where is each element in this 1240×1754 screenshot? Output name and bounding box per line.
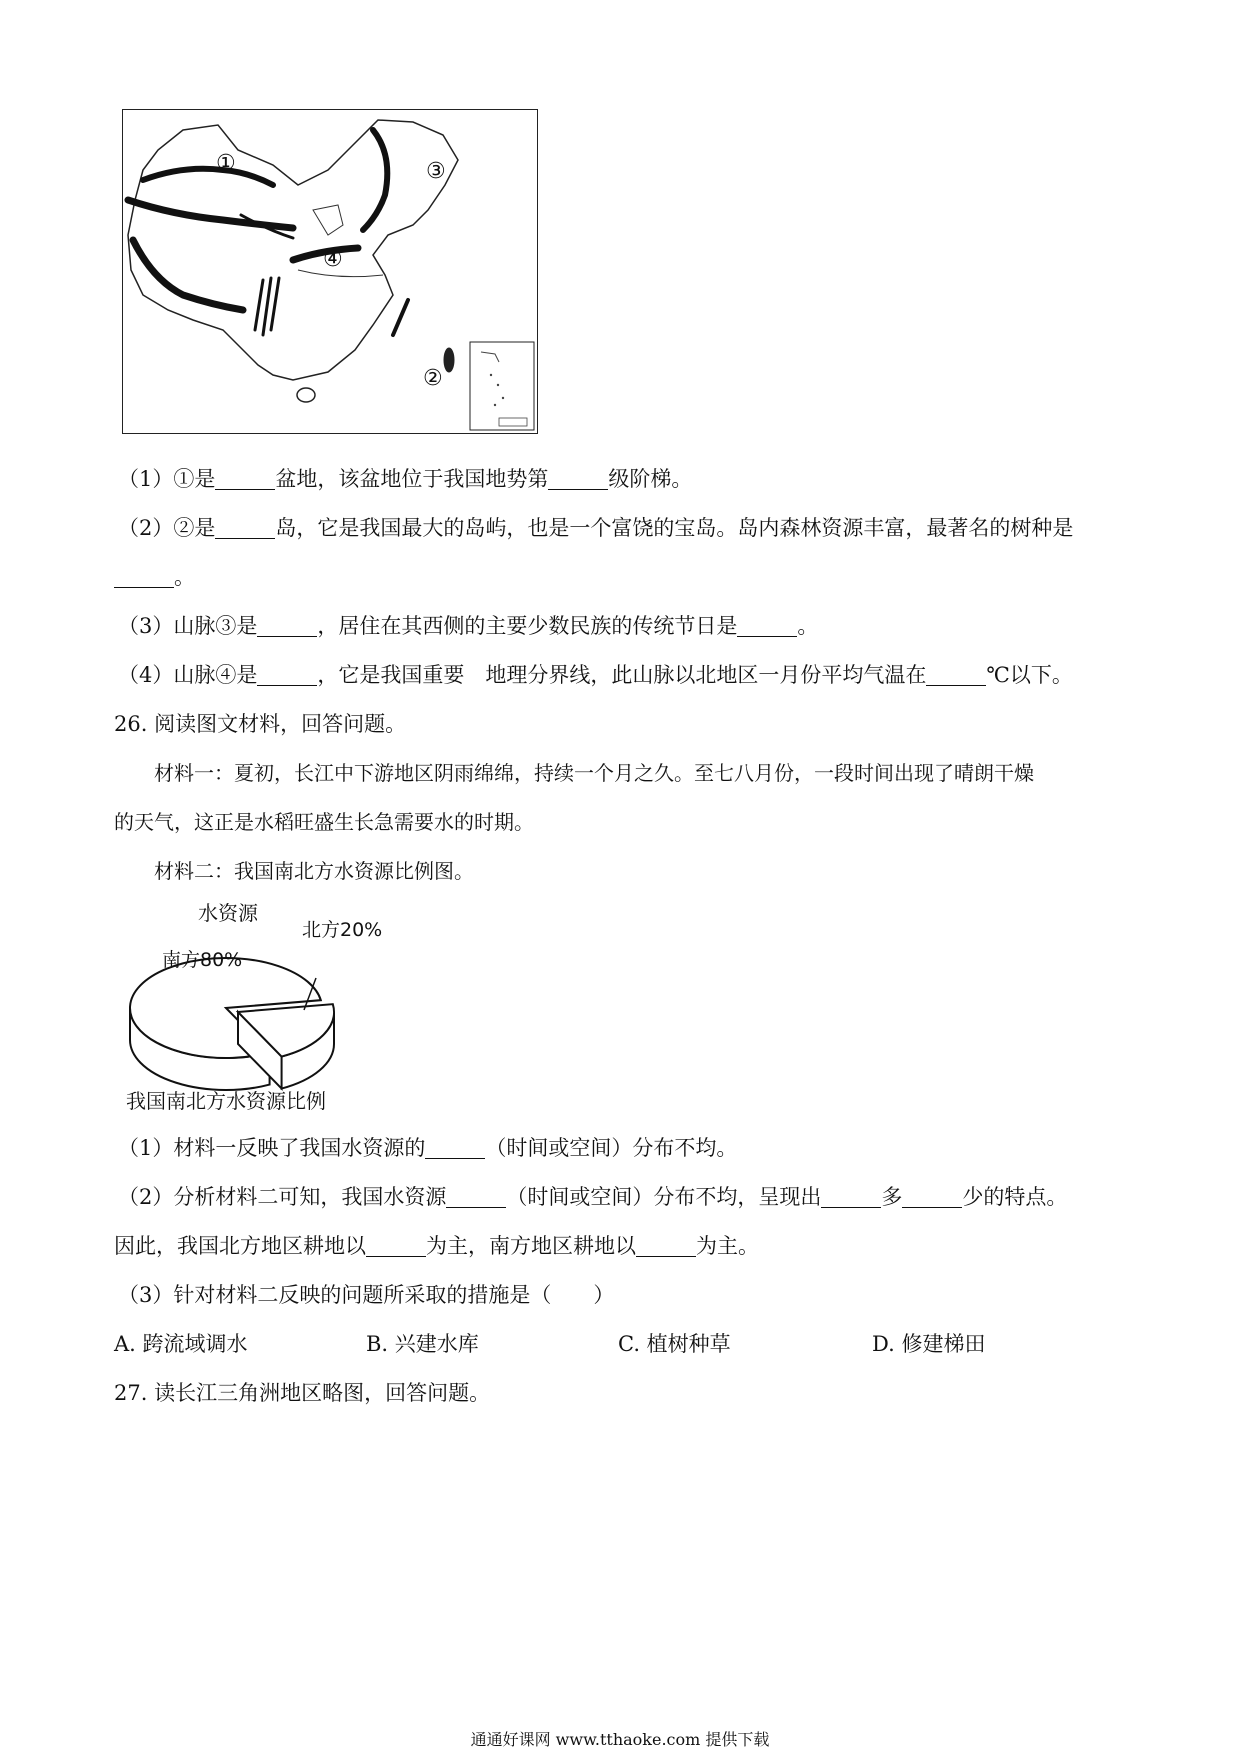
q25-3-text-a: （3）山脉③是 (118, 614, 258, 638)
pie-label-south: 南方80% (162, 949, 243, 971)
q26-item-2-cont (114, 1232, 759, 1260)
answer-blank[interactable] (425, 1138, 485, 1159)
q26-2-text-g: 为主。 (696, 1234, 759, 1258)
q27-title: 27. 读长江三角洲地区略图，回答问题。 (114, 1381, 491, 1405)
answer-blank[interactable] (114, 567, 174, 588)
south-china-sea-inset (470, 342, 534, 430)
q25-3-text-c: 。 (797, 614, 819, 638)
q26-title: 26. 阅读图文材料，回答问题。 (114, 712, 407, 736)
answer-blank[interactable] (926, 665, 986, 686)
option-a[interactable]: A. 跨流域调水 (114, 1332, 248, 1356)
q26-material2: 材料二：我国南北方水资源比例图。 (154, 859, 474, 883)
answer-blank[interactable] (215, 469, 275, 490)
q25-item-2 (118, 514, 1073, 542)
taiwan-island (444, 348, 454, 372)
answer-blank[interactable] (257, 665, 317, 686)
answer-blank[interactable] (548, 469, 608, 490)
q25-2-text-a: （2）②是 (118, 516, 216, 540)
answer-blank[interactable] (257, 616, 317, 637)
map-label-3: ③ (426, 159, 446, 184)
q26-2-text-d: 少的特点。 (962, 1185, 1068, 1209)
option-c[interactable]: C. 植树种草 (618, 1332, 731, 1356)
pie-label-north: 北方20% (302, 919, 383, 941)
q25-4-text-a: （4）山脉④是 (118, 663, 258, 687)
answer-blank[interactable] (366, 1236, 426, 1257)
mountain-wuyi (393, 300, 408, 335)
map-label-4: ④ (323, 247, 343, 272)
option-b[interactable]: B. 兴建水库 (366, 1332, 479, 1356)
answer-blank[interactable] (821, 1187, 881, 1208)
mountain-hengduan (255, 278, 279, 335)
pie-caption: 我国南北方水资源比例 (126, 1089, 326, 1113)
q25-4-text-b: ，它是我国重要 地理分界线，此山脉以北地区一月份平均气温在 (317, 663, 927, 687)
answer-blank[interactable] (446, 1187, 506, 1208)
answer-blank[interactable] (737, 616, 797, 637)
q25-item-1 (118, 465, 692, 493)
q26-2-text-c: 多 (881, 1185, 903, 1209)
china-mountain-map (122, 109, 538, 434)
pie-title: 水资源 (198, 901, 258, 925)
q26-material1-line1: 材料一：夏初，长江中下游地区阴雨绵绵，持续一个月之久。至七八月份，一段时间出现了晴朗干燥 (154, 761, 1034, 785)
page-footer: 通通好课网 www.tthaoke.com 提供下载 (470, 1730, 770, 1749)
answer-blank[interactable] (636, 1236, 696, 1257)
q26-2-text-b: （时间或空间）分布不均，呈现出 (506, 1185, 822, 1209)
water-resource-pie-chart (126, 898, 406, 1120)
mountain-kunlun (128, 200, 293, 228)
q26-1-text-a: （1）材料一反映了我国水资源的 (118, 1136, 426, 1160)
q25-1-text-b: 盆地，该盆地位于我国地势第 (275, 467, 549, 491)
q26-2-text-f: 为主，南方地区耕地以 (426, 1234, 636, 1258)
q25-1-text-c: 级阶梯。 (608, 467, 693, 491)
q26-material1-line2: 的天气，这正是水稻旺盛生长急需要水的时期。 (114, 810, 534, 834)
q25-item-4 (118, 661, 1073, 689)
answer-blank[interactable] (215, 518, 275, 539)
q25-4-text-c: ℃以下。 (986, 663, 1073, 687)
q26-2-text-e: 因此，我国北方地区耕地以 (114, 1234, 366, 1258)
q26-item-1 (118, 1134, 737, 1162)
mountain-greater-khingan (363, 130, 387, 230)
q26-1-text-b: （时间或空间）分布不均。 (485, 1136, 738, 1160)
q25-item-2-cont (114, 563, 195, 591)
hainan-island (297, 388, 315, 402)
q25-3-text-b: ，居住在其西侧的主要少数民族的传统节日是 (317, 614, 738, 638)
option-d[interactable]: D. 修建梯田 (872, 1332, 986, 1356)
map-label-1: ① (216, 151, 236, 176)
china-outline (128, 120, 458, 380)
q26-item-2 (118, 1183, 1067, 1211)
q25-item-3 (118, 612, 818, 640)
q26-2-text-a: （2）分析材料二可知，我国水资源 (118, 1185, 447, 1209)
china-map-drawing (123, 110, 537, 433)
q25-1-text-a: （1）①是 (118, 467, 216, 491)
map-label-2: ② (423, 366, 443, 391)
q25-2-text-b: 岛，它是我国最大的岛屿，也是一个富饶的宝岛。岛内森林资源丰富，最著名的树种是 (275, 516, 1074, 540)
mountain-tianshan (143, 169, 273, 185)
answer-blank[interactable] (902, 1187, 962, 1208)
pie-chart-svg (126, 898, 406, 1120)
q25-2-text-c: 。 (174, 565, 195, 589)
q26-item-3: （3）针对材料二反映的问题所采取的措施是（ ） (118, 1283, 615, 1307)
